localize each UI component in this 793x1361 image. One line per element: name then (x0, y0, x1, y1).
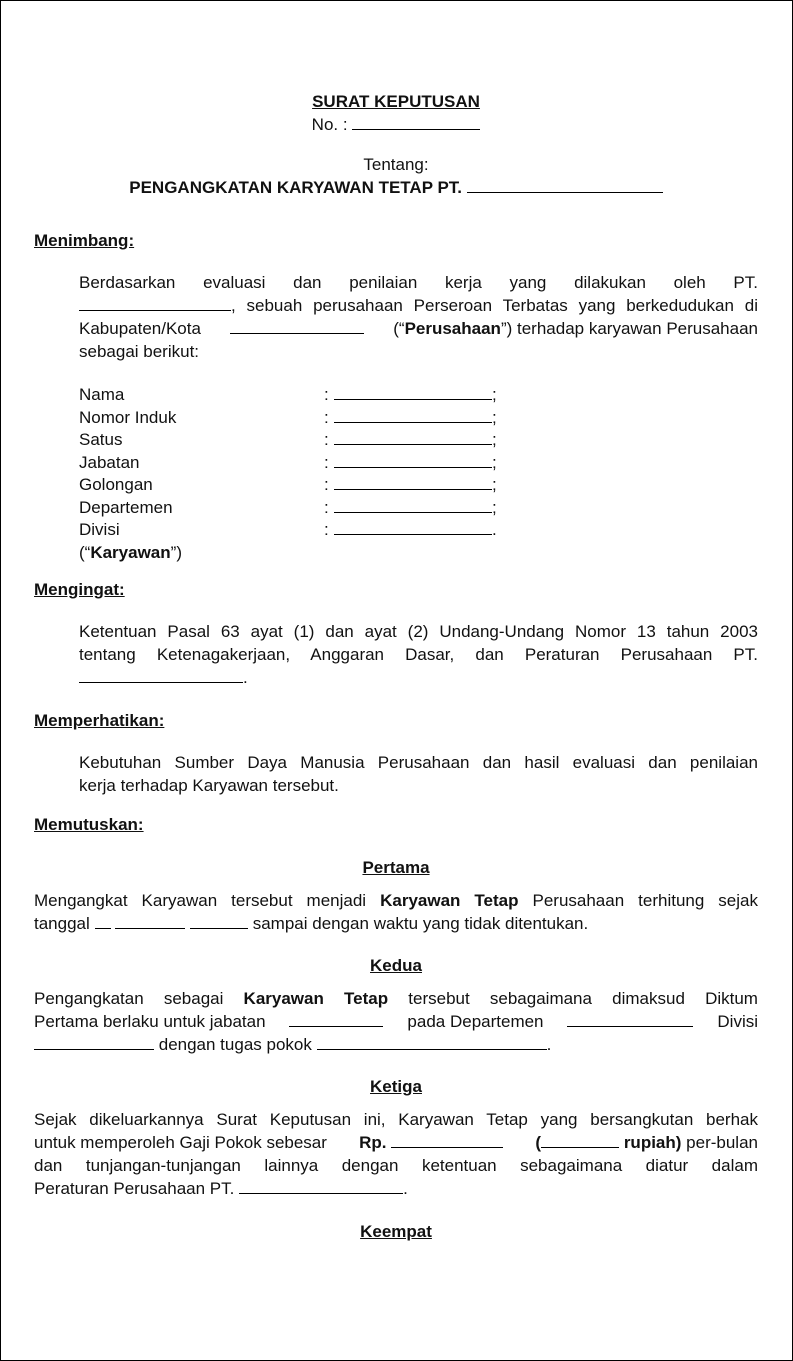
field-end: ; (492, 452, 497, 472)
ketiga-line-1: Sejak dikeluarkannya Surat Keputusan ini, Karyawan Tetap yang bersangkutan berhak (34, 1110, 758, 1129)
kedua-paragraph (34, 987, 758, 1056)
employee-term-row (79, 541, 758, 564)
field-end: . (492, 520, 497, 539)
pertama-date-label: tanggal (34, 914, 90, 933)
company-term: Perusahaan (404, 319, 501, 338)
karyawan-tetap-term: Karyawan Tetap (243, 989, 389, 1008)
memperhatikan-line-1: Kebutuhan Sumber Daya Manusia Perusahaan dan hasil evaluasi dan penilaian (79, 753, 758, 772)
field-end: ; (492, 430, 497, 449)
section-menimbang (34, 229, 758, 563)
field-colon: : (324, 407, 329, 427)
quote-open: (“ (79, 542, 91, 562)
field-label: Divisi (79, 520, 120, 539)
menimbang-paragraph (34, 271, 758, 563)
about-label: Tentang: (363, 155, 429, 174)
pertama-heading: Pertama (362, 858, 430, 877)
field-blank (334, 430, 492, 445)
divisi-blank (34, 1035, 154, 1050)
paren-open: ( (535, 1133, 542, 1152)
menimbang-kabupaten-label: Kabupaten/Kota (79, 319, 201, 338)
per-bulan-label: per-bulan (686, 1133, 758, 1152)
field-colon: : (324, 520, 329, 539)
menimbang-line-3-end: ”) terhadap karyawan Perusahaan (500, 319, 758, 338)
pertama-paragraph (34, 889, 758, 935)
title-block (34, 1, 758, 199)
field-blank (334, 498, 492, 513)
menimbang-heading: Menimbang: (34, 231, 135, 250)
field-colon: : (324, 430, 329, 449)
mengingat-paragraph (34, 620, 758, 689)
keempat-heading: Keempat (360, 1222, 432, 1241)
company-blank (79, 668, 243, 683)
subject-title: PENGANGKATAN KARYAWAN TETAP PT. (129, 178, 463, 197)
rp-label: Rp. (359, 1133, 387, 1152)
period: . (546, 1035, 552, 1054)
memperhatikan-heading: Memperhatikan: (34, 711, 165, 730)
kedua-line-1a: Pengangkatan sebagai (34, 989, 224, 1008)
ketiga-line-3: dan tunjangan-tunjangan lainnya dengan ketentuan sebagaimana diatur dalam (34, 1156, 758, 1175)
quote-open: (“ (393, 319, 405, 338)
field-colon: : (324, 497, 329, 517)
employee-fields (79, 383, 758, 563)
field-row (79, 518, 758, 541)
departemen-blank (567, 1012, 693, 1027)
field-label: Satus (79, 430, 123, 449)
field-blank (334, 408, 492, 423)
field-label: Nomor Induk (79, 407, 177, 427)
jabatan-blank (289, 1012, 383, 1027)
field-label: Nama (79, 385, 125, 404)
field-row (79, 473, 758, 496)
employee-term: Karyawan (90, 542, 171, 562)
field-row (79, 406, 758, 429)
section-memutuskan (34, 813, 758, 1243)
menimbang-line-4: sebagai berikut: (79, 342, 200, 361)
mengingat-line-1: Ketentuan Pasal 63 ayat (1) dan ayat (2) Undang-Undang Nomor 13 tahun 2003 (79, 622, 758, 641)
month-blank (115, 914, 185, 929)
field-row (79, 383, 758, 406)
menimbang-line-1: Berdasarkan evaluasi dan penilaian kerja yang dilakukan oleh PT. (79, 273, 758, 292)
tugas-blank (317, 1035, 547, 1050)
amount-words-blank (541, 1133, 619, 1148)
period: . (403, 1179, 408, 1198)
company-name-blank (467, 178, 663, 193)
field-row (79, 496, 758, 519)
year-blank (190, 914, 248, 929)
memperhatikan-line-2: kerja terhadap Karyawan tersebut. (79, 776, 339, 795)
company-blank (239, 1179, 403, 1194)
number-blank (352, 115, 480, 130)
pertama-line-1a: Mengangkat Karyawan tersebut menjadi (34, 891, 367, 910)
document-title: SURAT KEPUTUSAN (312, 92, 480, 111)
kedua-line-1b: tersebut sebagaimana dimaksud Diktum (408, 989, 758, 1008)
pertama-line-1b: Perusahaan terhitung sejak (532, 891, 758, 910)
memperhatikan-paragraph (34, 751, 758, 797)
field-end: ; (492, 475, 497, 494)
ketiga-line-4a: Peraturan Perusahaan PT. (34, 1179, 235, 1198)
field-blank (334, 520, 492, 535)
field-colon: : (324, 452, 329, 472)
kedua-divisi-label: Divisi (717, 1012, 758, 1031)
field-blank (334, 475, 492, 490)
rupiah-label: rupiah) (623, 1133, 682, 1152)
kedua-jabatan-label: Pertama berlaku untuk jabatan (34, 1012, 266, 1031)
kedua-heading: Kedua (370, 956, 422, 975)
field-blank (334, 453, 492, 468)
menimbang-line-2: , sebuah perusahaan Perseroan Terbatas yang berkedudukan di (231, 296, 758, 315)
ketiga-heading: Ketiga (370, 1077, 422, 1096)
field-label: Golongan (79, 475, 153, 494)
amount-blank (391, 1133, 503, 1148)
section-mengingat (34, 578, 758, 689)
number-label: No. : (311, 115, 348, 134)
section-memperhatikan (34, 709, 758, 797)
field-label: Jabatan (79, 452, 140, 472)
day-blank (95, 914, 111, 929)
field-colon: : (324, 385, 329, 404)
karyawan-tetap-term: Karyawan Tetap (380, 891, 519, 910)
field-end: ; (492, 497, 497, 517)
company-blank (79, 296, 231, 311)
kedua-departemen-label: pada Departemen (407, 1012, 544, 1031)
field-row (79, 428, 758, 451)
pertama-line-2b: sampai dengan waktu yang tidak ditentukan. (252, 914, 589, 933)
ketiga-gaji-label: untuk memperoleh Gaji Pokok sebesar (34, 1133, 327, 1152)
field-blank (334, 385, 492, 400)
kedua-tugas-label: dengan tugas pokok (158, 1035, 312, 1054)
mengingat-heading: Mengingat: (34, 580, 125, 599)
memutuskan-heading: Memutuskan: (34, 815, 144, 834)
period: . (243, 668, 248, 687)
field-row (79, 451, 758, 474)
field-end: ; (492, 385, 497, 404)
field-colon: : (324, 475, 329, 494)
field-label: Departemen (79, 497, 173, 517)
field-end: ; (492, 407, 497, 427)
quote-close: ”) (170, 542, 182, 562)
mengingat-line-2: tentang Ketenagakerjaan, Anggaran Dasar, dan Peraturan Perusahaan PT. (79, 645, 758, 664)
kabupaten-blank (230, 319, 364, 334)
ketiga-paragraph (34, 1108, 758, 1200)
